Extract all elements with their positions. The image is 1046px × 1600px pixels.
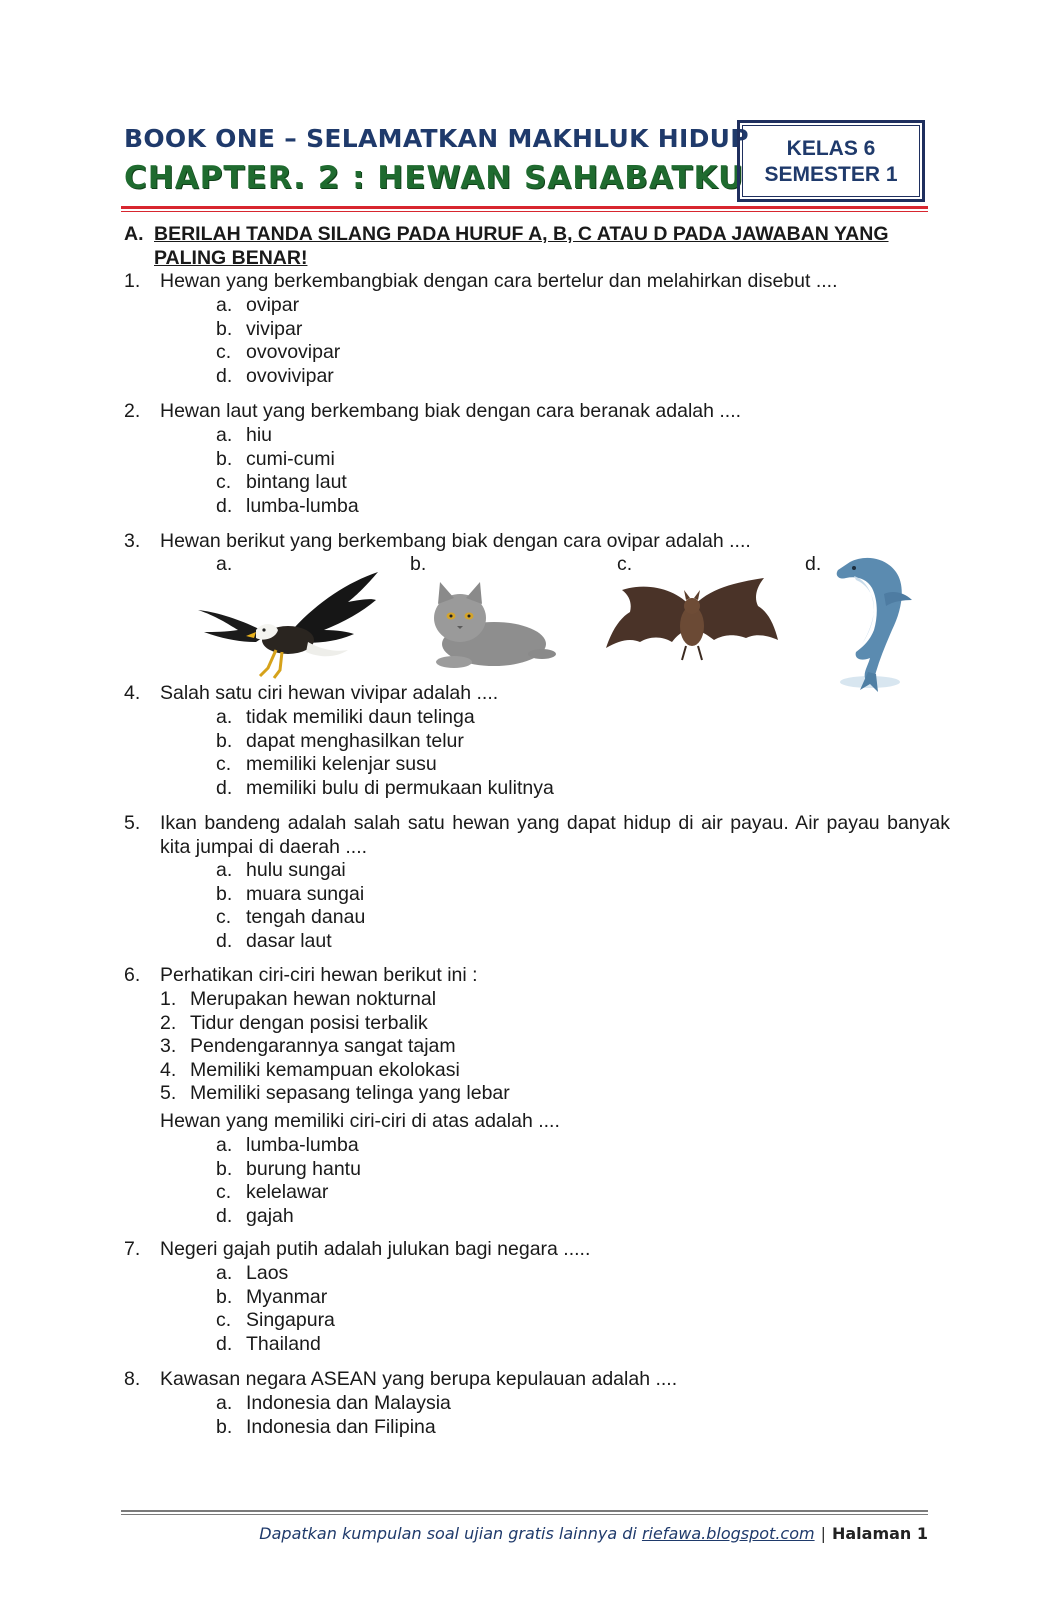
section-instruction: BERILAH TANDA SILANG PADA HURUF A, B, C ATAU D PADA JAWABAN YANG PALING BENAR! — [154, 223, 889, 269]
question-number: 2. — [124, 400, 141, 422]
question-stem: Kawasan negara ASEAN yang berupa kepulauan adalah .... — [160, 1368, 678, 1390]
question-stem: Perhatikan ciri-ciri hewan berikut ini : — [160, 964, 478, 986]
section-letter: A. — [124, 223, 144, 245]
question-number: 1. — [124, 270, 141, 292]
dolphin-icon[interactable] — [830, 554, 918, 694]
question-stem: Salah satu ciri hewan vivipar adalah .... — [160, 682, 499, 704]
bat-icon[interactable] — [606, 578, 778, 674]
footer-link[interactable]: riefawa.blogspot.com — [641, 1524, 815, 1543]
semester-label: SEMESTER 1 — [764, 163, 898, 186]
footer-divider — [121, 1510, 928, 1512]
footer-text: Dapatkan kumpulan soal ujian gratis lainnya di — [259, 1524, 642, 1543]
footer-separator: | — [820, 1524, 826, 1543]
question-number: 8. — [124, 1368, 141, 1390]
picture-option-c-label[interactable]: c. — [617, 553, 633, 575]
picture-option-a-label[interactable]: a. — [216, 553, 233, 575]
question-number: 3. — [124, 530, 141, 552]
class-label: KELAS 6 — [786, 137, 876, 160]
question-stem-followup: Hewan yang memiliki ciri-ciri di atas adalah .... — [160, 1110, 560, 1132]
header-divider — [121, 206, 928, 209]
question-stem: Hewan laut yang berkembang biak dengan cara beranak adalah .... — [160, 400, 742, 422]
question-stem: Hewan berikut yang berkembang biak dengan cara ovipar adalah .... — [160, 530, 751, 552]
picture-option-d-label[interactable]: d. — [805, 553, 822, 575]
question-number: 5. — [124, 812, 141, 834]
class-badge — [739, 122, 923, 200]
footer-divider-thin — [121, 1514, 928, 1515]
question-stem: Negeri gajah putih adalah julukan bagi negara ..... — [160, 1238, 591, 1260]
question-number: 4. — [124, 682, 141, 704]
page-number: Halaman 1 — [831, 1524, 928, 1543]
question-stem: Hewan yang berkembangbiak dengan cara bertelur dan melahirkan disebut .... — [160, 270, 838, 292]
eagle-icon[interactable] — [198, 572, 380, 680]
book-title: BOOK ONE – SELAMATKAN MAKHLUK HIDUP — [124, 124, 749, 153]
cat-icon[interactable] — [424, 582, 558, 674]
picture-option-b-label[interactable]: b. — [410, 553, 427, 575]
question-stem: Ikan bandeng adalah salah satu hewan yang dapat hidup di air payau. Air payau banyak kita jumpai di daerah .... — [160, 812, 950, 858]
question-number: 6. — [124, 964, 141, 986]
header-divider-thin — [121, 211, 928, 212]
question-number: 7. — [124, 1238, 141, 1260]
chapter-title: CHAPTER. 2 : HEWAN SAHABATKU — [124, 160, 745, 196]
page-footer — [259, 1524, 928, 1543]
